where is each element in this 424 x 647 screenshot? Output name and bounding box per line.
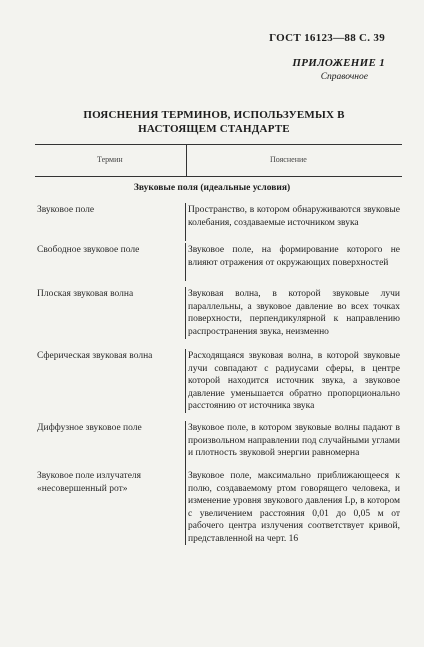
row-divider (185, 243, 186, 281)
term-cell: Диффузное звуковое поле (37, 423, 142, 433)
term-cell: Сферическая звуковая волна (37, 351, 153, 361)
table-header-rule (35, 176, 402, 177)
section-heading: Звуковые поля (идеальные условия) (133, 183, 291, 193)
table-top-rule (35, 144, 402, 145)
reference-label: Справочное (320, 72, 368, 82)
explanation-cell: Пространство, в котором обнаруживаются звуковые колебания, создаваемые источником звука (188, 205, 400, 228)
term-cell: Плоская звуковая волна (37, 289, 134, 299)
document-title: ПОЯСНЕНИЯ ТЕРМИНОВ, ИСПОЛЬЗУЕМЫХ В НАСТОЯЩЕМ СТАНДАРТЕ (83, 109, 345, 135)
row-divider (185, 203, 186, 241)
row-divider (185, 287, 186, 339)
explanation-cell: Звуковое поле, в котором звуковые волны падают в произвольном направлении под случайными углами и плотность звуковой энергии равномерна (188, 423, 400, 458)
term-cell: Звуковое поле (37, 205, 95, 215)
explanation-cell: Звуковое поле, максимально приближающееся к полю, создаваемому ртом говорящего человека, и изменение уровня звукового давления Lp, в котором с увеличением расстояния 0,01 до 0,05 м от рабочего центра излучения соответствует кривой, представленной на черт. 16 (188, 471, 400, 544)
term-cell: Свободное звуковое поле (37, 245, 140, 255)
appendix-label: ПРИЛОЖЕНИЕ 1 (292, 57, 385, 69)
explanation-cell: Расходящаяся звуковая волна, в которой звуковые лучи совпадают с радиусами сферы, в центре которой находится источник звука, а звуковое давление уменьшается обратно пропорционально расстоянию от источника звука (188, 351, 400, 411)
row-divider (185, 469, 186, 545)
column-header-divider (186, 144, 187, 176)
row-divider (185, 421, 186, 471)
column-header-explanation: Пояснение (270, 155, 307, 164)
explanation-cell: Звуковая волна, в которой звуковые лучи параллельны, а звуковое давление во всех точках поверхности, перпендикулярной к направлению распространения звука, неизменно (188, 289, 400, 337)
term-cell: Звуковое поле излучателя «несовершенный рот» (37, 471, 142, 494)
column-header-term: Термин (97, 155, 123, 164)
explanation-cell: Звуковое поле, на формирование которого не влияют отражения от окружающих поверхностей (188, 245, 400, 268)
row-divider (185, 349, 186, 413)
page-header-standard: ГОСТ 16123—88 С. 39 (269, 32, 385, 44)
